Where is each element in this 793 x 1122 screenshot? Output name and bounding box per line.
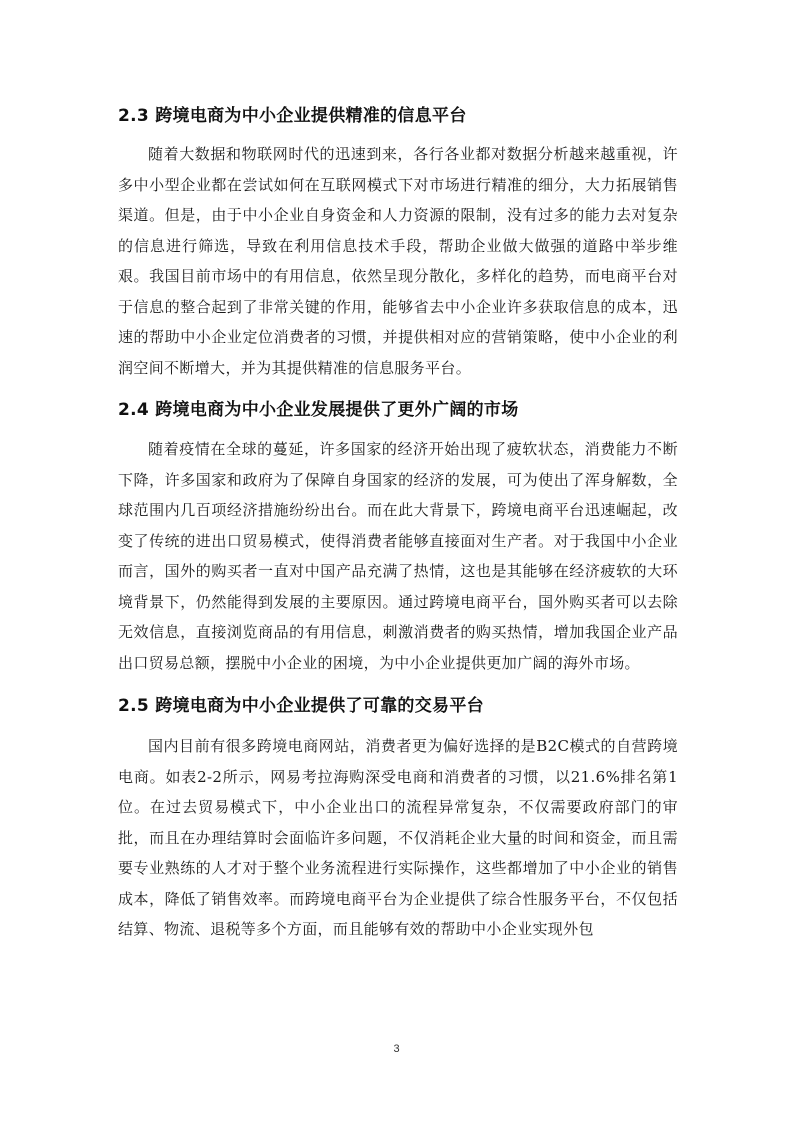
- section-2-4: [118, 397, 678, 678]
- section-heading: 2.4 跨境电商为中小企业发展提供了更外广阔的市场: [118, 400, 519, 420]
- section-paragraph: 随着疫情在全球的蔓延，许多国家的经济开始出现了疲软状态，消费能力不断下降，许多国家和政府为了保障自身国家的经济的发展，可为使出了浑身解数，全球范围内几百项经济措施纷纷出台。而在此大背景下，跨境电商平台迅速崛起，改变了传统的进出口贸易模式，使得消费者能够直接面对生产者。对于我国中小企业而言，国外的购买者一直对中国产品充满了热情，这也是其能够在经济疲软的大环境背景下，仍然能得到发展的主要原因。通过跨境电商平台，国外购买者可以去除无效信息，直接浏览商品的有用信息，刺激消费者的购买热情，增加我国企业产品出口贸易总额，摆脱中小企业的困境，为中小企业提供更加广阔的海外市场。: [118, 440, 678, 672]
- section-heading: 2.3 跨境电商为中小企业提供精准的信息平台: [118, 106, 467, 126]
- section-paragraph: 国内目前有很多跨境电商网站，消费者更为偏好选择的是B2C模式的自营跨境电商。如表2-2所示，网易考拉海购深受电商和消费者的习惯，以21.6%排名第1位。在过去贸易模式下，中小企业出口的流程异常复杂，不仅需要政府部门的审批，而且在办理结算时会面临许多问题，不仅消耗企业大量的时间和资金，而且需要专业熟练的人才对于整个业务流程进行实际操作，这些都增加了中小企业的销售成本，降低了销售效率。而跨境电商平台为企业提供了综合性服务平台，不仅包括结算、物流、退税等多个方面，而且能够有效的帮助中小企业实现外包: [118, 737, 678, 938]
- section-heading: 2.5 跨境电商为中小企业提供了可靠的交易平台: [118, 696, 484, 716]
- page-number: 3: [393, 1043, 400, 1055]
- page-content: [118, 103, 678, 945]
- section-2-3: [118, 103, 678, 383]
- section-2-5: [118, 693, 678, 945]
- section-paragraph: 随着大数据和物联网时代的迅速到来，各行各业都对数据分析越来越重视，许多中小型企业都在尝试如何在互联网模式下对市场进行精准的细分，大力拓展销售渠道。但是，由于中小企业自身资金和人力资源的限制，没有过多的能力去对复杂的信息进行筛选，导致在利用信息技术手段，帮助企业做大做强的道路中举步维艰。我国目前市场中的有用信息，依然呈现分散化，多样化的趋势，而电商平台对于信息的整合起到了非常关键的作用，能够省去中小企业许多获取信息的成本，迅速的帮助中小企业定位消费者的习惯，并提供相对应的营销策略，使中小企业的利润空间不断增大，并为其提供精准的信息服务平台。: [118, 145, 678, 377]
